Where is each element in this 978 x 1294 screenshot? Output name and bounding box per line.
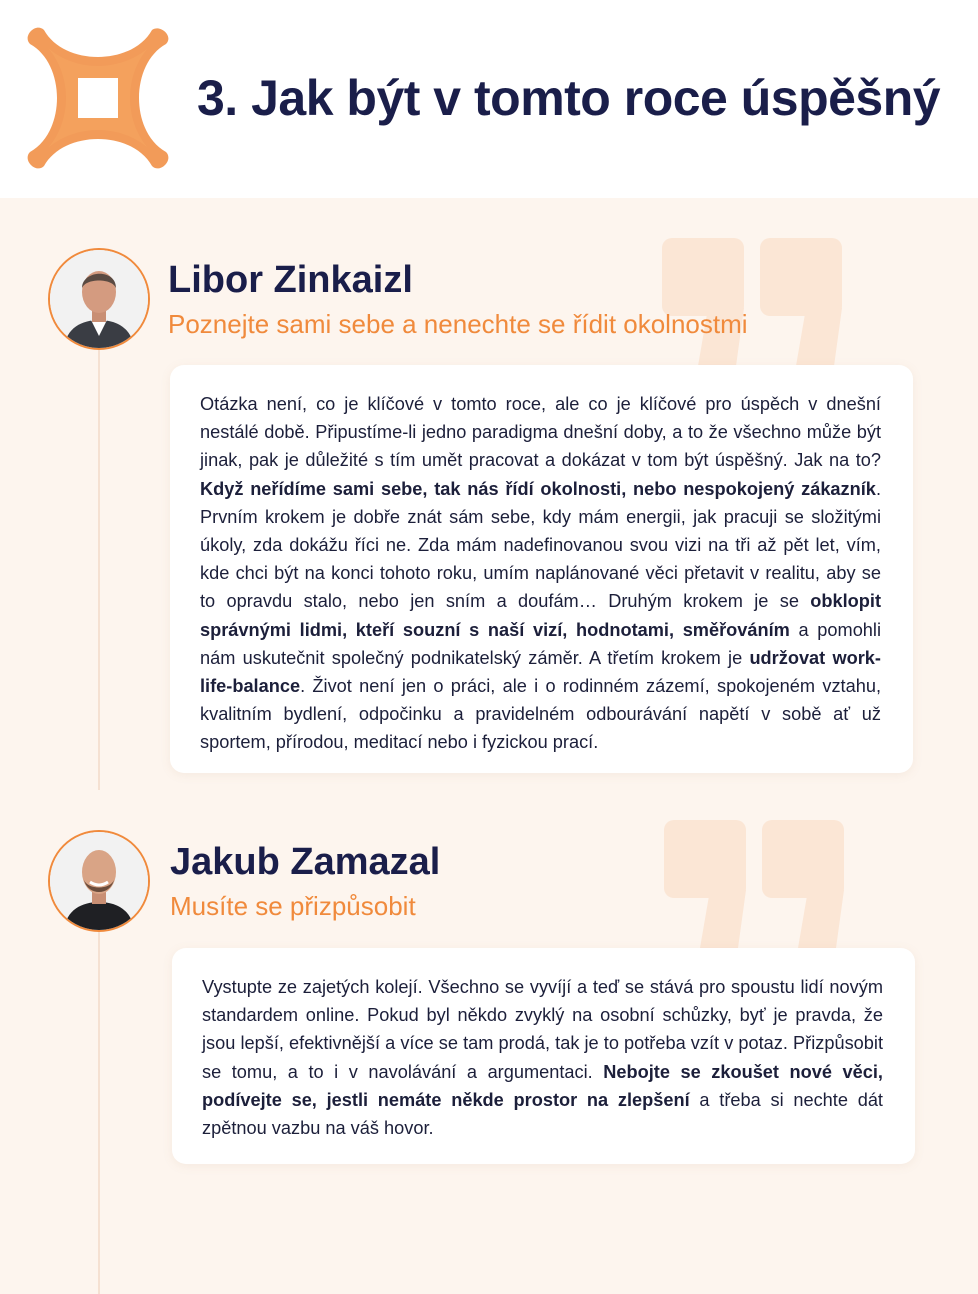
quote-mark-icon [662,238,848,366]
timeline-line [98,350,100,790]
person-name: Libor Zinkaizl [168,259,413,301]
person-icon [50,250,148,348]
quote-card [170,365,913,773]
page-title: 3. Jak být v tomto roce úspěšný [197,70,941,126]
avatar [48,830,150,932]
timeline-line [98,932,100,1294]
logo-icon [26,26,170,170]
quote-mark-icon [664,820,850,948]
quote-text: Vystupte ze zajetých kolejí. Všechno se vyvíjí a teď se stává pro spoustu lidí novým standardem online. Pokud byl někdo zvyklý na osobní schůzky, byť je pravda, že jsou lepší, efektivnější a více se tam prodá, tak je to potřeba vzít v potaz. Přizpůsobit se tomu, a to i v navolávání a argumentaci. Nebojte se zkoušet nové věci, podívejte se, jestli nemáte někde prostor na zlepšení a třeba si nechte dát zpětnou vazbu na váš hovor. [202,977,883,1139]
quote-card [172,948,915,1164]
person-subtitle: Musíte se přizpůsobit [170,891,416,921]
person-icon [50,832,148,930]
quote-text: Otázka není, co je klíčové v tomto roce, ale co je klíčové pro úspěch v dnešní nestálé době. Připustíme-li jedno paradigma dnešní doby, a to že všechno může být jinak, pak je důležité s tím umět pracovat a dokázat v tom být úspěšný. Jak na to? Když neřídíme sami sebe, tak nás řídí okolnosti, nebo nespokojený zákazník. Prvním krokem je dobře znát sám sebe, kdy mám energii, jak pracuji se složitými úkoly, zda dokážu říci ne. Zda mám nadefinovanou svou vizi na tři až pět let, vím, kde chci být na konci tohoto roku, umím naplánované věci přetavit v realitu, aby se to opravdu stalo, nebo jen sním a doufám… Druhým krokem je se obklopit správnými lidmi, kteří souzní s naší vizí, hodnotami, směřováním a pomohli nám uskutečnit společný podnikatelský záměr. A třetím krokem je udržovat work-life-balance. Život není jen o práci, ale i o rodinném zázemí, spokojeném vztahu, kvalitním bydlení, odpočinku a pravidelném odbourávání napětí v sobě ať už sportem, přírodou, meditací nebo i fyzickou prací. [200,394,882,753]
header [0,0,978,198]
avatar [48,248,150,350]
person-name: Jakub Zamazal [170,841,441,883]
person-subtitle: Poznejte sami sebe a nenechte se řídit okolnostmi [168,309,748,339]
